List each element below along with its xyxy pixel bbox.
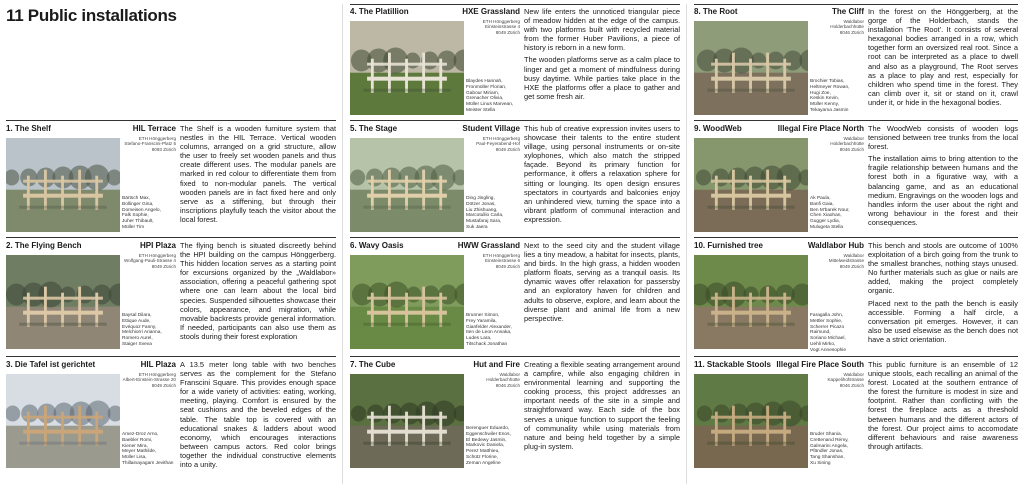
installation-description <box>868 124 1018 227</box>
credit-name: Mustafaraj Sara, <box>466 219 502 225</box>
installation-photo <box>694 21 808 115</box>
credit-name: Müller Lisa, <box>122 455 147 461</box>
credit-name: Crettenand Rémy, <box>810 437 849 443</box>
installation-title: 3. Die Tafel ist gerichtet <box>6 360 96 369</box>
address-line: ETH Hönggerberg <box>482 19 520 24</box>
section-rule <box>6 237 336 238</box>
installation-entry <box>694 124 1018 236</box>
installation-description <box>524 360 680 451</box>
credit-name: Kiener Mira, <box>122 443 148 449</box>
description-paragraph: The wooden platforms serve as a calm place to linger and get a moment of mindfulness during busy daytime. While parties take place in the HXE the platforms offer a place to gather and get some fresh air. <box>524 55 680 101</box>
address-line: Waldlabor <box>843 372 864 377</box>
installation-photo <box>6 255 120 349</box>
installation-title: 6. Wavy Oasis <box>350 241 404 250</box>
address-line: Waldlabor <box>499 372 520 377</box>
credit-name: Eggenschwiler Enos, <box>466 431 511 437</box>
page-title: 11 Public installations <box>6 6 177 25</box>
address-line: 8046 Zürich <box>495 382 520 388</box>
section-rule <box>350 120 680 121</box>
credit-name: Faragalla John, <box>810 313 844 318</box>
credit-name: Staiger Sveva <box>122 341 152 347</box>
installation-title: 1. The Shelf <box>6 124 51 133</box>
address-line: 8049 Zürich <box>495 263 520 269</box>
credit-name: Meister Stella <box>466 107 496 113</box>
installation-description <box>868 241 1018 344</box>
installation-description <box>868 7 1018 107</box>
installation-location: Waldlabor Hub <box>807 241 864 250</box>
section-rule <box>350 4 680 5</box>
section-rule <box>694 356 1018 357</box>
installation-entry <box>350 360 680 472</box>
installation-title: 11. Stackable Stools <box>694 360 771 369</box>
installation-location: HWW Grassland <box>457 241 520 250</box>
installation-entry <box>6 241 336 353</box>
installation-entry <box>350 124 680 236</box>
address-line: 8093 Zürich <box>151 146 176 152</box>
description-paragraph: The flying bench is situated discreetly behind the HPI building on the campus Hönggerberg. This hidden location serves as a starting point for excursions organized by the „Waldlabor» association, offering a peaceful gathering spot where one can learn about the local bird species. Suspended silhouettes showcase their colors, appearance, and migration, while movable backrests provide general information. If needed, participants can also use them as stools during their forest exploration <box>180 241 336 341</box>
description-paragraph: The installation aims to bring attention to the fragile relationship between humans and the forest both in a figurative way, with a balancing game, and as an educational medium. Engravings on the wooden logs and handles inform the user about the right and wrong behaviour in the forest and their consequences. <box>868 154 1018 227</box>
installation-entry <box>350 7 680 119</box>
credit-name: Evéquoz Fanny, <box>122 324 157 330</box>
team-credits <box>466 196 520 231</box>
credit-name: Melchiorri Arianna, <box>122 330 162 336</box>
description-paragraph: The WoodWeb consists of wooden logs tensioned between tree trunks from the local forest. <box>868 124 1018 152</box>
description-paragraph: New life enters the unnoticed triangular piece of meadow hidden at the edge of the campus. with two platforms built with recycled material from the former Huber Pavilions, a piece of history is reborn in a new form. <box>524 7 680 53</box>
credit-name: Hugi Zoe, <box>810 90 831 96</box>
credit-name: Markovic Daniela, <box>466 443 505 449</box>
installation-description <box>180 124 336 224</box>
address-line: ETH Hönggerberg <box>138 253 176 258</box>
description-paragraph: Next to the seed city and the student village lies a tiny meadow, a habitat for insects, plants, and birds. In the high grass, a hidden wooden platform floats, serving as a tranquil oasis. Its dynamic waves offer relaxation for passersby and an exploratory haven for children and adults to observe, explore, and learn about the diverse plant and animal life from a new perspective. <box>524 241 680 323</box>
credit-name: Baysal Dilara, <box>122 313 152 318</box>
credit-name: Perez Matthieu, <box>466 449 500 455</box>
installation-description <box>180 241 336 341</box>
installation-description <box>524 7 680 101</box>
address-line: 8049 Zürich <box>151 382 176 388</box>
installation-location: The Cliff <box>832 7 864 16</box>
team-credits <box>122 432 176 467</box>
credit-name: Suk Jaera <box>466 224 488 230</box>
credit-name: Keskin Kevin, <box>810 96 840 102</box>
installation-description <box>180 360 336 469</box>
installation-location: HIL Terrace <box>132 124 176 133</box>
installation-description <box>524 241 680 323</box>
address-line: 8046 Zürich <box>839 146 864 152</box>
installation-photo <box>350 21 464 115</box>
section-rule <box>6 356 336 357</box>
credit-name: Tang Shanshan, <box>810 455 845 461</box>
address-line: ETH Hönggerberg <box>138 136 176 141</box>
credit-name: Berenguer Eduardo, <box>466 426 510 431</box>
installation-title: 10. Furnished tree <box>694 241 763 250</box>
team-credits <box>466 313 520 348</box>
credit-name: Müller Kenny, <box>810 102 839 108</box>
address-line: 8049 Zürich <box>839 263 864 269</box>
credit-name: Scherrer Picazo Raimund, <box>810 324 845 336</box>
installation-address <box>483 19 520 35</box>
address-line: Mittelweidstrasse <box>828 258 864 264</box>
credit-name: Heltmeyer Rowan, <box>810 84 850 90</box>
description-paragraph: Creating a flexible seating arrangement around a campfire, while also engaging children in environmental learning and supporting the cooking process, this project addresses an important needs of the site in a simple and straightforward way. Each side of the box serves a unique function to support the feeling of communality while using materials from nature and being held together by a simple plug-in system. <box>524 360 680 451</box>
installation-entry <box>694 360 1018 472</box>
installation-title: 2. The Flying Bench <box>6 241 82 250</box>
installation-address <box>827 372 864 388</box>
credit-name: Müller Linus Marvean, <box>466 102 514 108</box>
address-line: Waldlabor <box>843 19 864 24</box>
address-line: Kappelihofstrasse <box>827 377 864 383</box>
credit-name: Ludes Lara, <box>466 336 492 342</box>
credit-name: Mettler Sophie, <box>810 318 843 324</box>
section-rule <box>694 237 1018 238</box>
installation-location: HPI Plaza <box>139 241 176 250</box>
credit-name: El Bedewy Jasmin, <box>466 437 507 443</box>
installation-address <box>123 372 176 388</box>
credit-name: Vogt Annesophie <box>810 347 847 353</box>
address-line: ETH Hönggerberg <box>482 253 520 258</box>
credit-name: Soriano Michael, <box>810 336 846 342</box>
credit-name: Brunner Simon, <box>466 313 500 318</box>
credit-name: Chen Xiaohan, <box>810 213 842 219</box>
installation-description <box>524 124 680 224</box>
description-paragraph: Placed next to the path the bench is easily accessible. Forming a half circle, a conversation pit emerges. However, it can also be used elsewise as the bench does not have a strict orientation. <box>868 298 1018 344</box>
installation-address <box>124 253 176 269</box>
installation-location: Illegal Fire Place North <box>777 124 864 133</box>
credit-name: Romero Aurel, <box>122 336 153 342</box>
installation-entry <box>6 360 336 472</box>
address-line: Albert-Einstein-Strasse 20 <box>122 377 176 383</box>
address-line: 8049 Zürich <box>495 29 520 35</box>
credit-name: Ettique Aude, <box>122 318 151 324</box>
installation-photo <box>694 255 808 349</box>
credit-name: Ding Jingling, <box>466 196 495 201</box>
credit-name: Dötzer Jonas, <box>466 201 496 207</box>
credit-name: Grenacher Olivia, <box>466 96 504 102</box>
address-line: 8049 Zürich <box>495 146 520 152</box>
installation-title: 4. The Platillion <box>350 7 409 16</box>
installation-entry <box>694 241 1018 353</box>
installation-photo <box>694 374 808 468</box>
team-credits <box>810 313 864 354</box>
team-credits <box>810 79 864 114</box>
address-line: Stefano-Franscini-Platz 5 <box>124 141 176 147</box>
credit-name: Gabour Miriam, <box>466 90 500 96</box>
credit-name: Bollinger Gina, <box>122 201 154 207</box>
credit-name: Zeman Angeline <box>466 460 501 466</box>
address-line: Holderbachhütte <box>830 141 864 147</box>
address-line: Paul-Feyerabend-Hof <box>476 141 520 147</box>
credit-name: Thillainayagam Jevithan <box>122 460 174 466</box>
credit-name: Bärtsch Max, <box>122 196 150 201</box>
credit-name: Meyer Mathilde, <box>122 449 157 455</box>
installation-photo <box>6 374 120 468</box>
credit-name: Pfändler Jonas, <box>810 449 844 455</box>
credit-name: Brochier Tobias, <box>810 79 845 84</box>
address-line: 8046 Zürich <box>839 29 864 35</box>
credit-name: Titschack Jonathan <box>466 341 508 347</box>
installation-title: 8. The Root <box>694 7 738 16</box>
description-paragraph: This hub of creative expression invites users to showcase their talents to the entire student village, using personal instruments or on-site xylophones, which also match the stripped façade. Beyond its primary function for performance, it offers a relaxation sphere for sitting or lounging. Its open design ensures spectators in courtyards and balconies enjoy an unhindered view, turning the space into a vibrant platform of communal interaction and expression. <box>524 124 680 224</box>
installation-address <box>830 19 864 35</box>
address-line: Wolfgang-Pauli-Strasse 4 <box>123 258 176 264</box>
credit-name: Iten de Leon Annaka, <box>466 330 512 336</box>
description-paragraph: A 13.5 meter long table with two benches serves as the complement for the Stefano Franscini Square. This provides enough space for a wide variety of activities: eating, working, meeting, playing. Comfort is ensured by the seat cushions and the beveled edges of the table. The table top is covered with an educational snakes & ladders about wood economy, which encourages interactions between campus actors. Red color brings together the individual constructive elements into a unity. <box>180 360 336 470</box>
installation-location: Illegal Fire Place South <box>776 360 864 369</box>
section-rule <box>694 4 1018 5</box>
address-line: 8046 Zürich <box>839 382 864 388</box>
credit-name: Liu Zhishuang, <box>466 207 498 213</box>
credit-name: Blaydes Hannah, <box>466 79 503 84</box>
column-divider <box>686 4 687 484</box>
installation-photo <box>350 138 464 232</box>
description-paragraph: This bench and stools are outcome of 100% exploitation of a birch going from the trunk to the smallest branches, nothing stays unused. No further materials such as glue or nails are added, making the project completely organic. <box>868 241 1018 296</box>
installation-title: 5. The Stage <box>350 124 398 133</box>
installation-title: 9. WoodWeb <box>694 124 742 133</box>
address-line: Einsteinstrasse 6 <box>485 258 520 264</box>
installation-description <box>868 360 1018 451</box>
description-paragraph: The Shelf is a wooden furniture system that nestles in the HIL Terrace. Vertical wooden columns, arranged on a grid structure, allow the user to freely set wooden panels and thus create different uses. The modular panels are marked in red colour to differentiate them from fixed to non-modular panels. The vertical wooden panels are in fact fixed here and only serve as a stiffening, but through their inscriptions playfully teach the visitor about the local forest. <box>180 124 336 224</box>
credit-name: Galmarini Angela, <box>810 443 848 449</box>
credit-name: Fronmüller Florian, <box>466 84 507 90</box>
installation-location: Student Village <box>462 124 520 133</box>
description-paragraph: This public furniture is an ensemble of 12 unique stools, each recalling an animal of the forest. Located at the southern entrance of the forest the furniture is modest in size and footprint. Rather than conflicting with the forest the fireplace acts as a threshold between humans and the different actors of the forest. Our project aims to accomodate different behaviours and raise awareness through artifacts. <box>868 360 1018 451</box>
section-rule <box>6 120 336 121</box>
credit-name: Frey Yaramila, <box>466 318 497 324</box>
team-credits <box>810 196 864 231</box>
installation-photo <box>350 374 464 468</box>
team-credits <box>122 313 176 348</box>
address-line: Holderbachhütte <box>486 377 520 383</box>
installation-address <box>476 136 520 152</box>
installation-address <box>483 253 520 269</box>
column-divider <box>342 4 343 484</box>
installation-photo <box>350 255 464 349</box>
installation-photo <box>6 138 120 232</box>
credit-name: Xu Sining <box>810 460 831 466</box>
section-rule <box>694 120 1018 121</box>
address-line: Holderbachhütte <box>830 24 864 30</box>
address-line: ETH Hönggerberg <box>138 372 176 377</box>
installation-location: Hut and Fire <box>473 360 520 369</box>
address-line: 8049 Zürich <box>151 263 176 269</box>
installation-entry <box>6 124 336 236</box>
credit-name: Gianfelder Alexander, <box>466 324 512 330</box>
address-line: ETH Hönggerberg <box>482 136 520 141</box>
team-credits <box>466 79 520 114</box>
credit-name: Falk Sophie, <box>122 213 149 219</box>
installation-entry <box>350 241 680 353</box>
installation-address <box>829 253 864 269</box>
team-credits <box>466 426 520 467</box>
credit-name: Juher Thibault, <box>122 219 154 225</box>
credit-name: Marcotullio Carla, <box>466 213 504 219</box>
installation-address <box>830 136 864 152</box>
section-rule <box>350 237 680 238</box>
credit-name: Mulugeta Stella <box>810 224 844 230</box>
section-rule <box>350 356 680 357</box>
installation-address <box>124 136 176 152</box>
team-credits <box>810 432 864 467</box>
installation-title: 7. The Cube <box>350 360 396 369</box>
credit-name: Müller Tim <box>122 224 145 230</box>
team-credits <box>122 196 176 231</box>
credit-name: Tekayama Jasmin <box>810 107 849 113</box>
address-line: Waldlabor <box>843 136 864 141</box>
installation-entry <box>694 7 1018 119</box>
installation-photo <box>694 138 808 232</box>
credit-name: Gugger Lydia, <box>810 219 840 225</box>
description-paragraph: In the forest on the Hönggerberg, at the gorge of the Holderbach, stands the installation 'The Root'. It consists of several hexagonal bodies arranged in a row, which together form an oversized real root. Since a root can be interpreted as a place to dwell and also as a playground, The Root serves as a place to play and rest, especially for children who spend time in the forest. They can climb over it, sit or stand on it, crawl under it, or hide in the hexagonal bodies. <box>868 7 1018 107</box>
credit-name: Amez-Droz Arno, <box>122 432 159 437</box>
credit-name: Schütz Florine, <box>466 454 498 460</box>
credit-name: Banfi Gaia, <box>810 201 834 207</box>
credit-name: Uehli Mirko, <box>810 341 836 347</box>
address-line: Waldlabor <box>843 253 864 258</box>
installation-address <box>486 372 520 388</box>
credit-name: Ben M'barek Nour, <box>810 207 850 213</box>
credit-name: Ak Paula, <box>810 196 831 201</box>
credit-name: Domeisen Angelo, <box>122 207 161 213</box>
credit-name: Baebler Romi, <box>122 437 153 443</box>
installation-location: HXE Grassland <box>462 7 520 16</box>
address-line: Einsteinstrasse 4 <box>485 24 520 30</box>
installation-location: HIL Plaza <box>140 360 176 369</box>
credit-name: Bruder Shania, <box>810 432 842 437</box>
